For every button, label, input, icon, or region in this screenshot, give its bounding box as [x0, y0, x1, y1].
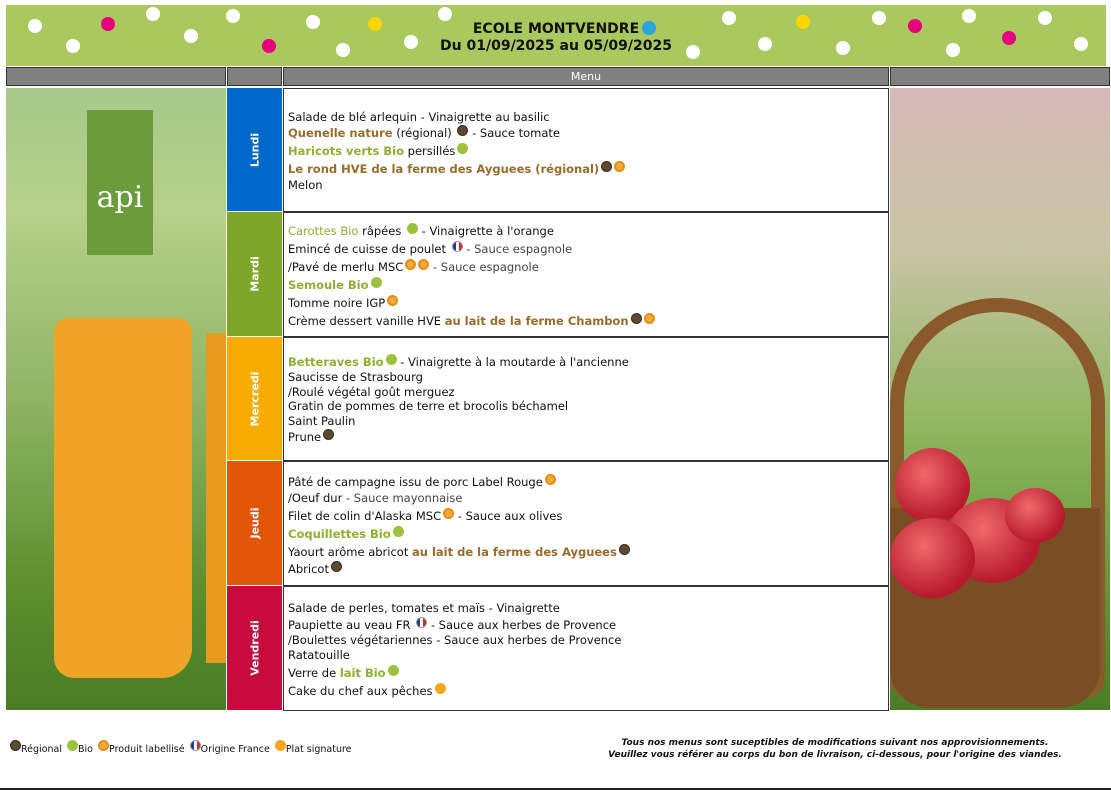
menu-item: Prune	[288, 429, 334, 445]
disclaimer-note: Tous nos menus sont suceptibles de modifications suivant nos approvisionnements. Veuillez vous référer au corps du bon de livraison, ci-dessous, pour l'origine des viandes.	[608, 738, 1062, 760]
boot-shape	[54, 318, 192, 678]
menu-item: /Boulettes végétariennes - Sauce aux herbes de Provence	[288, 633, 622, 647]
france-flag-icon	[452, 241, 463, 252]
menu-item: Coquillettes Bio	[288, 526, 404, 542]
bio-icon	[371, 277, 382, 288]
day-label-mercredi: Mercredi	[227, 337, 282, 460]
menu-item: Betteraves Bio - Vinaigrette à la moutarde à l'ancienne	[288, 355, 629, 369]
label-icon	[443, 508, 454, 519]
menu-item: /Pavé de merlu MSC - Sauce espagnole	[288, 260, 539, 274]
bio-icon	[393, 526, 404, 537]
menu-item: Salade de blé arlequin - Vinaigrette au basilic	[288, 110, 550, 124]
regional-icon	[331, 561, 342, 572]
apple-shape	[890, 518, 975, 598]
apple-basket-photo	[890, 88, 1110, 710]
menu-item: /Oeuf dur - Sauce mayonnaise	[288, 491, 463, 505]
bio-icon	[388, 665, 399, 676]
france-flag-icon	[190, 740, 201, 751]
menu-item: Yaourt arôme abricot au lait de la ferme des Ayguees	[288, 544, 630, 560]
header-bar-right	[890, 67, 1110, 86]
label-icon	[405, 259, 416, 270]
decorative-dot	[438, 7, 452, 21]
legend: Régional Bio Produit labellisé Origine France Plat signature	[8, 740, 352, 755]
signature-icon	[435, 683, 446, 694]
label-icon	[98, 740, 109, 751]
api-logo: api	[87, 110, 153, 255]
menu-item: Filet de colin d'Alaska MSC - Sauce aux olives	[288, 509, 563, 523]
bio-icon	[67, 740, 78, 751]
menu-item: Paupiette au veau FR - Sauce aux herbes de Provence	[288, 618, 617, 632]
bottom-divider	[0, 788, 1111, 790]
menu-item: Crème dessert vanille HVE au lait de la ferme Chambon	[288, 313, 655, 329]
regional-icon	[619, 544, 630, 555]
menu-item: Emincé de cuisse de poulet - Sauce espagnole	[288, 242, 573, 256]
day-label-vendredi: Vendredi	[227, 586, 282, 710]
menu-cell-mardi	[283, 212, 889, 337]
day-label-mardi: Mardi	[227, 212, 282, 336]
menu-header: Menu	[283, 67, 889, 86]
menu-item: Verre de lait Bio	[288, 665, 399, 681]
regional-icon	[601, 161, 612, 172]
boots-photo	[6, 88, 226, 710]
regional-icon	[10, 740, 21, 751]
label-icon	[545, 474, 556, 485]
menu-item: Abricot	[288, 561, 342, 577]
label-icon	[644, 313, 655, 324]
header-banner	[6, 5, 1106, 66]
menu-item: Carottes Bio râpées - Vinaigrette à l'orange	[288, 224, 554, 238]
menu-cell-mercredi	[283, 337, 889, 461]
menu-item: Salade de perles, tomates et maïs - Vinaigrette	[288, 601, 560, 615]
menu-item: Gratin de pommes de terre et brocolis béchamel	[288, 399, 569, 413]
menu-cell-vendredi	[283, 586, 889, 711]
menu-item: Saint Paulin	[288, 414, 356, 428]
bio-icon	[457, 143, 468, 154]
day-label-lundi: Lundi	[227, 88, 282, 211]
menu-item: Tomme noire IGP	[288, 295, 398, 311]
school-name: ECOLE MONTVENDRE	[472, 21, 640, 37]
france-flag-icon	[416, 617, 427, 628]
label-icon	[387, 295, 398, 306]
menu-cell-lundi	[283, 88, 889, 212]
signature-icon	[275, 740, 286, 751]
apple-shape	[1005, 488, 1065, 543]
menu-item: Cake du chef aux pêches	[288, 683, 446, 699]
menu-item: Quenelle nature (régional) - Sauce tomate	[288, 126, 560, 140]
bio-icon	[407, 223, 418, 234]
regional-icon	[323, 429, 334, 440]
label-icon	[418, 259, 429, 270]
boot-shape	[206, 333, 226, 663]
date-range: Du 01/09/2025 au 05/09/2025	[440, 38, 672, 54]
page-title	[6, 21, 1106, 55]
header-bar-day	[227, 67, 282, 86]
bio-icon	[386, 354, 397, 365]
header-bar-left	[6, 67, 226, 86]
regional-icon	[631, 313, 642, 324]
menu-item: /Roulé végétal goût merguez	[288, 385, 455, 399]
menu-item: Pâté de campagne issu de porc Label Rouge	[288, 474, 556, 490]
menu-cell-jeudi	[283, 461, 889, 586]
label-icon	[614, 161, 625, 172]
regional-icon	[457, 125, 468, 136]
menu-item: Semoule Bio	[288, 277, 382, 293]
menu-item: Melon	[288, 178, 323, 192]
menu-item: Ratatouille	[288, 648, 350, 662]
decorative-dot	[146, 7, 160, 21]
menu-item: Le rond HVE de la ferme des Ayguees (régional)	[288, 161, 625, 177]
menu-item: Haricots verts Bio persillés	[288, 143, 468, 159]
day-label-jeudi: Jeudi	[227, 461, 282, 585]
menu-item: Saucisse de Strasbourg	[288, 370, 423, 384]
